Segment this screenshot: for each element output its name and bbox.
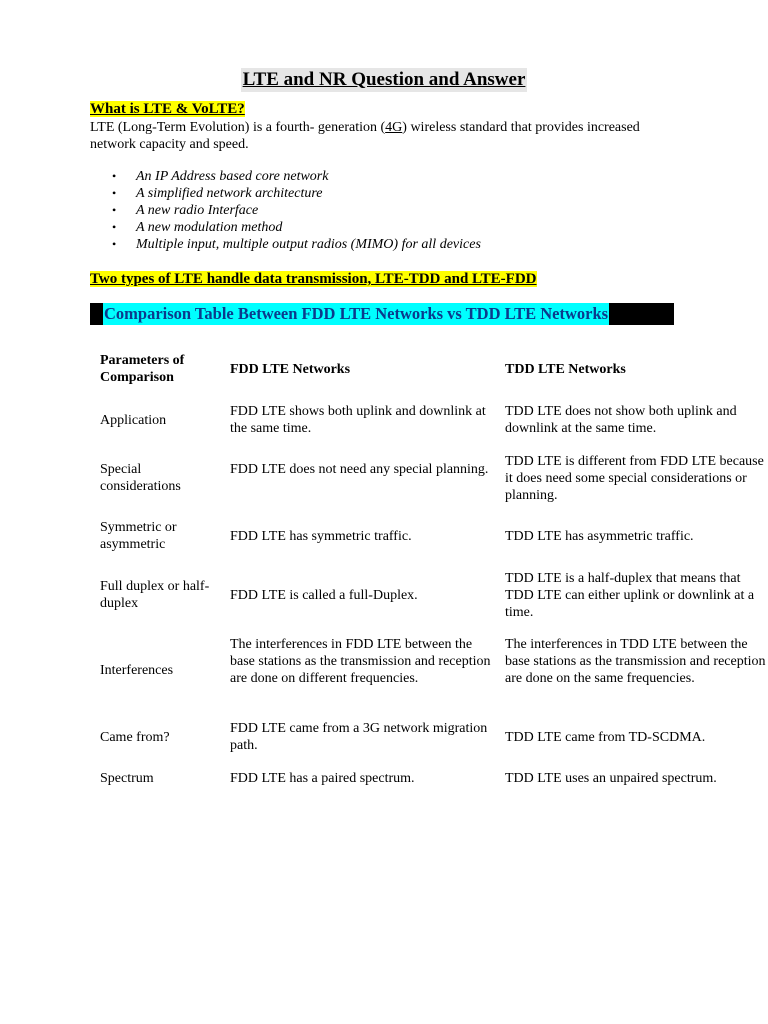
question-what-is-lte (90, 100, 245, 118)
table-cell-tdd: TDD LTE is a half-duplex that means that TDD LTE can either uplink or downlink at a time. (505, 571, 755, 620)
bullet-item (108, 219, 481, 236)
table-cell-fdd: The interferences in FDD LTE between the base stations as the transmission and reception are done on different frequencies. (230, 637, 491, 686)
table-cell-fdd: FDD LTE has symmetric traffic. (230, 529, 412, 544)
bullet-item (108, 185, 481, 202)
comparison-banner-text: Comparison Table Between FDD LTE Networks vs TDD LTE Networks (104, 304, 609, 323)
table-cell-fdd: FDD LTE came from a 3G network migration path. (230, 721, 488, 753)
bullet-dot: • (112, 186, 117, 200)
table-header-tdd: TDD LTE Networks (505, 362, 626, 377)
table-cell-fdd: FDD LTE is called a full-Duplex. (230, 588, 418, 603)
comparison-banner (90, 303, 674, 325)
document-title: LTE and NR Question and Answer (242, 69, 526, 90)
table-cell-parameter: Application (100, 413, 167, 428)
intro-paragraph (90, 119, 670, 153)
bullet-text: Multiple input, multiple output radios (MIMO) for all devices (136, 237, 481, 252)
intro-text-after: ) wireless standard that provides increased network capacity and speed. (90, 120, 640, 152)
table-header-fdd: FDD LTE Networks (230, 362, 351, 377)
bullet-dot: • (112, 237, 117, 251)
table-cell-fdd: FDD LTE shows both uplink and downlink at the same time. (230, 404, 486, 436)
table-cell-parameter: Full duplex or half-duplex (100, 579, 210, 611)
feature-bullet-list (108, 168, 481, 253)
table-cell-tdd: TDD LTE uses an unpaired spectrum. (505, 771, 717, 786)
link-4g[interactable]: 4G (385, 120, 403, 135)
question-lte-types (90, 270, 537, 288)
table-cell-parameter: Spectrum (100, 771, 154, 786)
bullet-item (108, 168, 481, 185)
table-cell-parameter: Interferences (100, 663, 174, 678)
table-header-parameters: Parameters of Comparison (100, 353, 185, 385)
bullet-dot: • (112, 203, 117, 217)
table-cell-fdd: FDD LTE has a paired spectrum. (230, 771, 415, 786)
table-cell-parameter: Symmetric or asymmetric (100, 520, 177, 552)
table-cell-tdd: TDD LTE is different from FDD LTE because it does need some special considerations or planning. (505, 454, 764, 503)
question-what-is-lte-text: What is LTE & VoLTE? (90, 101, 245, 117)
bullet-text: A simplified network architecture (136, 186, 323, 201)
title-container (0, 68, 768, 92)
bullet-dot: • (112, 220, 117, 234)
table-cell-parameter: Special considerations (100, 462, 181, 494)
bullet-dot: • (112, 169, 117, 183)
intro-text-before: LTE (Long-Term Evolution) is a fourth- generation ( (90, 120, 386, 135)
bullet-text: An IP Address based core network (136, 169, 329, 184)
bullet-item (108, 236, 481, 253)
table-cell-tdd: The interferences in TDD LTE between the base stations as the transmission and reception are done on the same frequencies. (505, 637, 766, 686)
table-cell-parameter: Came from? (100, 730, 170, 745)
table-cell-tdd: TDD LTE has asymmetric traffic. (505, 529, 694, 544)
question-lte-types-text: Two types of LTE handle data transmission, LTE-TDD and LTE-FDD (90, 271, 537, 287)
bullet-text: A new radio Interface (136, 203, 259, 218)
bullet-text: A new modulation method (136, 220, 283, 235)
table-cell-tdd: TDD LTE does not show both uplink and downlink at the same time. (505, 404, 737, 436)
bullet-item (108, 202, 481, 219)
table-cell-tdd: TDD LTE came from TD-SCDMA. (505, 730, 706, 745)
table-cell-fdd: FDD LTE does not need any special planning. (230, 462, 489, 477)
